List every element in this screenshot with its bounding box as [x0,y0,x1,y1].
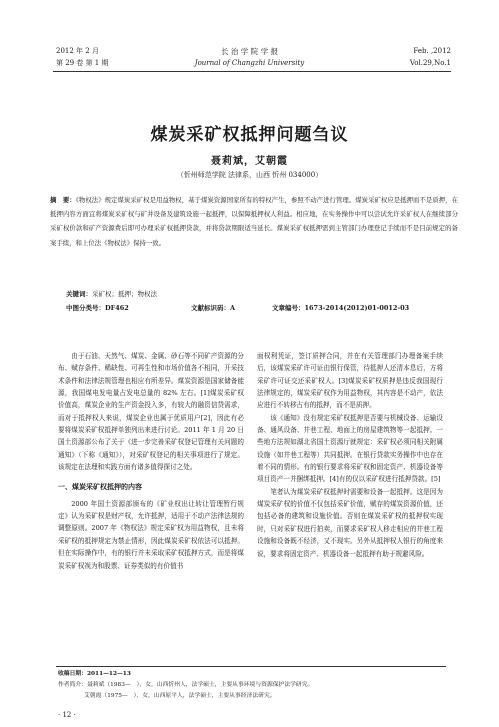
header-journal-en: Journal of Changzhi University [194,59,305,67]
body-paragraph: 2000 年国土资源部颁布的《矿业权出让转让管理暂行规定》认为采矿权是财产权，允许抵押，适用于不动产法律法规的调整原则。2007 年《物权法》规定采矿权为用益物权，且未将采矿权的抵押规定为禁止情形，因此煤炭采矿权依法可以抵押。但在实际操作中，有的银行并未采取采矿权抵押方式，而是将煤炭采矿权视为和股票、证券类似的有价值书 [58,499,244,570]
page-number: · 12 · [58,711,76,719]
received-date: 收稿日期：2011—12—13 [58,671,131,677]
abstract-label: 摘 要： [50,196,76,204]
header-date: 2012 年 2 月 [56,47,99,55]
section-heading: 一、煤炭采矿权抵押的内容 [58,482,142,492]
author-bio-1: 作者简介：聂莉斌（1983— ），女，山西忻州人，法学硕士，主要从事环境与资源保护法学研究。 [58,682,314,688]
keywords-label: 关键词： [66,290,92,298]
article-affiliation: （忻州师范学院 法律系，山西 忻州 034000） [176,171,323,179]
header-journal-cn: 长 治 学 院 学 报 [221,47,278,56]
body-paragraph: 笔者认为煤炭采矿权抵押时需要和设备一起抵押。这是因为煤炭采矿权的价值不仅包括采矿价值，赋存的煤炭资源价值，还包括必备的建筑和设施价值。否则在煤炭采矿权的抵押权实现时，只对采矿权进行拍卖，而要求采矿权人移走相应的井巷工程设施和设备既不经济，又不现实。另外从抵押权人银行的角度来说，要求将固定资产、机器设备一起抵押有助于规避风险。 [257,487,443,558]
clc-number: 中图分类号：DF462 [66,304,129,312]
document-code: 文献标识码：A [191,304,236,312]
header-volume-en: Vol.29,No.1 [409,59,451,67]
keywords [66,289,157,298]
abstract [50,193,458,250]
header-rule [53,71,451,72]
article-authors: 聂莉斌，艾朝霞 [211,156,288,167]
author-bio-2: 艾朝霞（1975— ），女，山西原平人，法学硕士，主要从事经济法研究。 [84,693,276,699]
article-title: 煤炭采矿权抵押问题刍议 [150,125,349,145]
body-paragraph: 该《通知》没有规定采矿权抵押是否要与机械设备、运输设备、通风设备、井巷工程、地面上的房屋建筑物等一起抵押。一些地方法规如湖北省国土资源厅就规定：采矿权必须同相关附属设施（如井巷工程等）共同抵押。在银行贷款实务操作中也存在着不同的情形。有的银行要求将采矿权和固定资产、机器设备等项目资产一并捆绑抵押。[4]有的仅以采矿权进行抵押贷款。[5] [257,413,443,484]
header-date-en: Feb. ,2012 [413,47,451,55]
body-right-column [257,350,443,560]
footnote-rule [56,666,446,667]
body-left-column [58,350,244,572]
body-paragraph: 面权利凭证，签订质押合同，并在有关管理部门办理备案手续后，该煤炭采矿许可证由银行保管，待抵押人还清本息后，方将采矿许可证交还采矿权人。[3]煤炭采矿权质押是违反我国现行法律规定的，煤炭采矿权作为用益物权，其内容是不动产，依法应进行不转移占有的抵押，而不是质押。 [257,352,443,410]
body-paragraph: 由于石油、天然气、煤炭、金属、砂石等不同矿产资源的分布、赋存条件、稀缺性、可再生性和市场价值各不相同，开采技术条件和法律法规管理也相应有所差异。煤炭资源是国家储备能源，我国煤电发电量占发电总量的 82% 左右。[1]煤炭采矿权价值高，煤炭企业的生产资金投入多，有较大的融资信贷需求，而对于抵押权人来说，煤炭企业也属于优质用户[2]，因此有必要将煤炭采矿权抵押单独列出来进行讨论。2011 年 1 月 20 日国土资源部公布了关于《进一步完善采矿权登记管理有关问题的通知》（下称《通知》），对采矿权登记的相关事项进行了规定。该规定在法理和实践方面有诸多值得探讨之处。 [58,352,244,472]
abstract-text: 《物权法》规定煤炭采矿权是用益物权，基于煤炭资源国家所有的特权产生，参照不动产进行管理。煤炭采矿权应是抵押而不是质押，在抵押内容方面宜将煤炭采矿权与矿井设备及建筑设施一起抵押，以保障抵押权人利益。相应地，在实务操作中可以尝试允许采矿权人在继续部分采矿权价款和矿产资源费后即可办理采矿权抵押贷款，并将贷款期限适当延长。煤炭采矿权抵押需到主管部门办理登记手续而不是目前规定的备案手续，和上位法《物权法》保持一致。 [50,196,458,247]
header-volume-cn: 第 29 卷 第 1 期 [56,59,109,67]
article-id: 文章编号：1673-2014(2012)01-0012-03 [272,304,410,312]
keywords-text: 采矿权；抵押；物权法 [92,290,157,298]
